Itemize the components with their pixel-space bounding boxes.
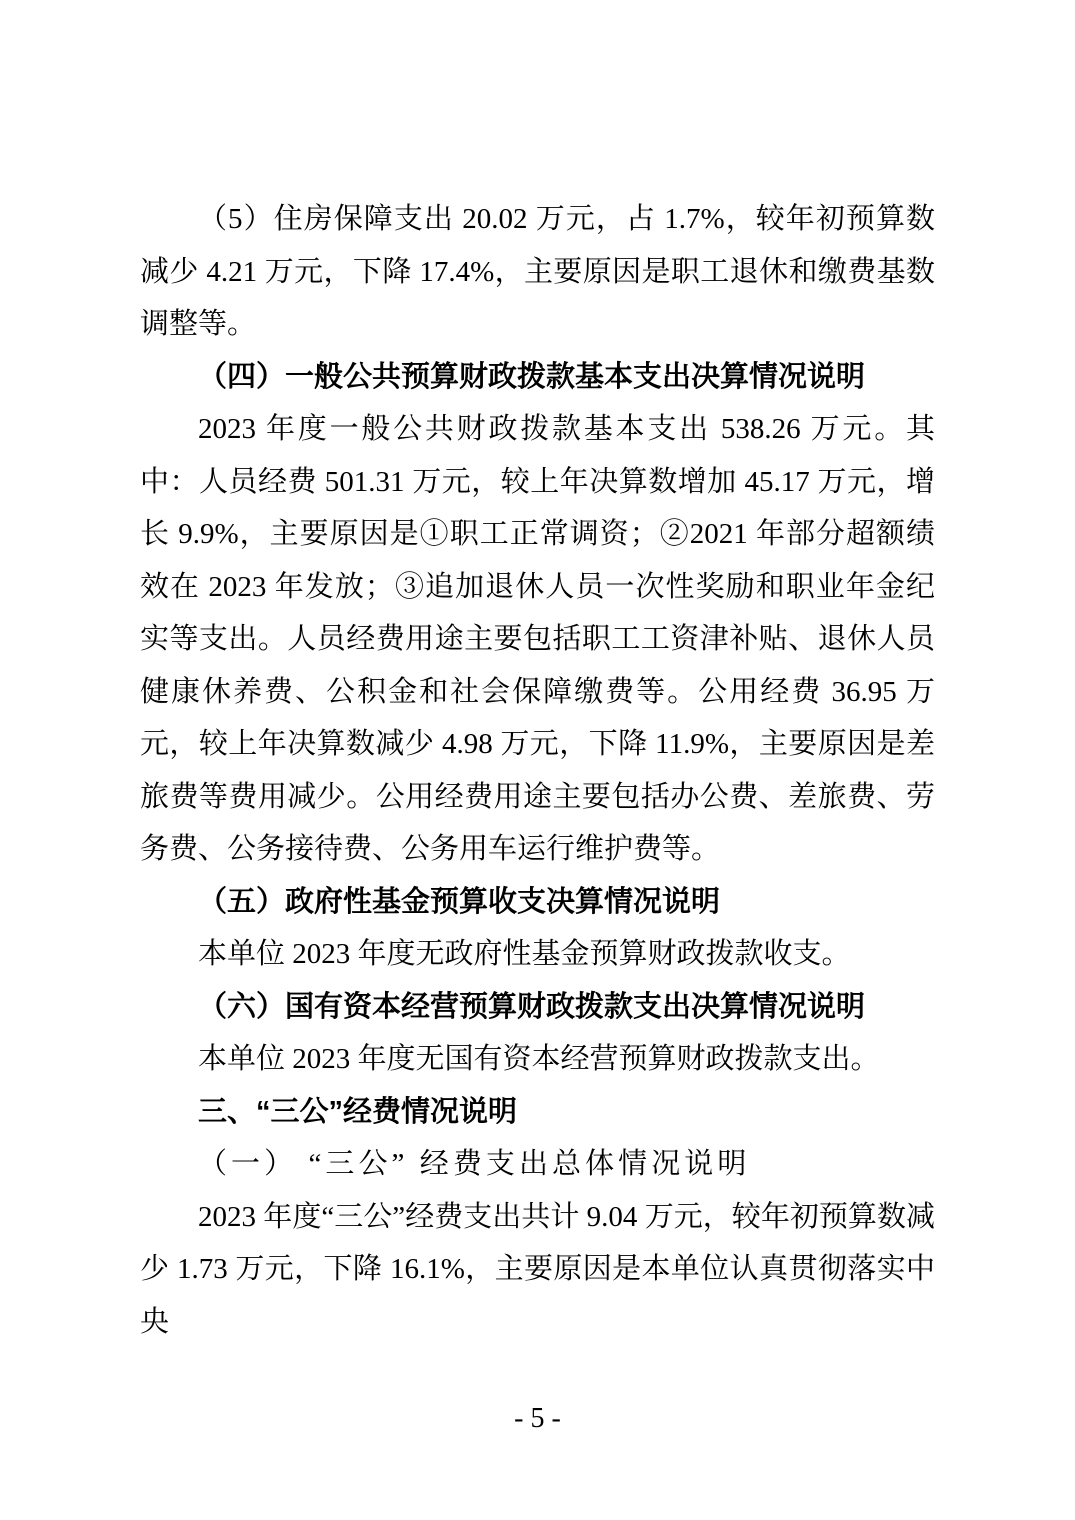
heading-section-5: （五）政府性基金预算收支决算情况说明 <box>198 885 721 918</box>
paragraph-housing-expense: （5）住房保障支出 20.02 万元，占 1.7%，较年初预算数减少 4.21 万元，下降 17.4%，主要原因是职工退休和缴费基数调整等。 <box>140 203 935 340</box>
paragraph-basic-expenditure: 2023 年度一般公共财政拨款基本支出 538.26 万元。其中：人员经费 501.31 万元，较上年决算数增加 45.17 万元，增长 9.9%，主要原因是①职工正常调资；②2021 年部分超额绩效在 2023 年发放；③追加退休人员一次性奖励和职业年金纪实等支出。人员经费用途主要包括职工工资津补贴、退休人员健康休养费、公积金和社会保障缴费等。公用经费 36.95 万元，较上年决算数减少 4.98 万元，下降 11.9%，主要原因是差旅费等费用减少。公用经费用途主要包括办公费、差旅费、劳务费、公务接待费、公务用车运行维护费等。 <box>140 413 935 865</box>
paragraph-three-public-total: 2023 年度“三公”经费支出共计 9.04 万元，较年初预算数减少 1.73 万元，下降 16.1%，主要原因是本单位认真贯彻落实中央 <box>140 1200 935 1338</box>
page-number: - 5 - <box>514 1403 561 1434</box>
heading-three-public-funds-sub: （一） “三公” 经费支出总体情况说明 <box>198 1148 751 1180</box>
heading-section-4: （四）一般公共预算财政拨款基本支出决算情况说明 <box>198 360 866 393</box>
document-content <box>140 193 935 1348</box>
heading-three-public-funds: 三、“三公”经费情况说明 <box>198 1095 518 1128</box>
heading-section-6: （六）国有资本经营预算财政拨款支出决算情况说明 <box>198 990 866 1023</box>
paragraph-no-gov-fund: 本单位 2023 年度无政府性基金预算财政拨款收支。 <box>198 938 851 970</box>
paragraph-no-state-capital: 本单位 2023 年度无国有资本经营预算财政拨款支出。 <box>198 1043 880 1075</box>
